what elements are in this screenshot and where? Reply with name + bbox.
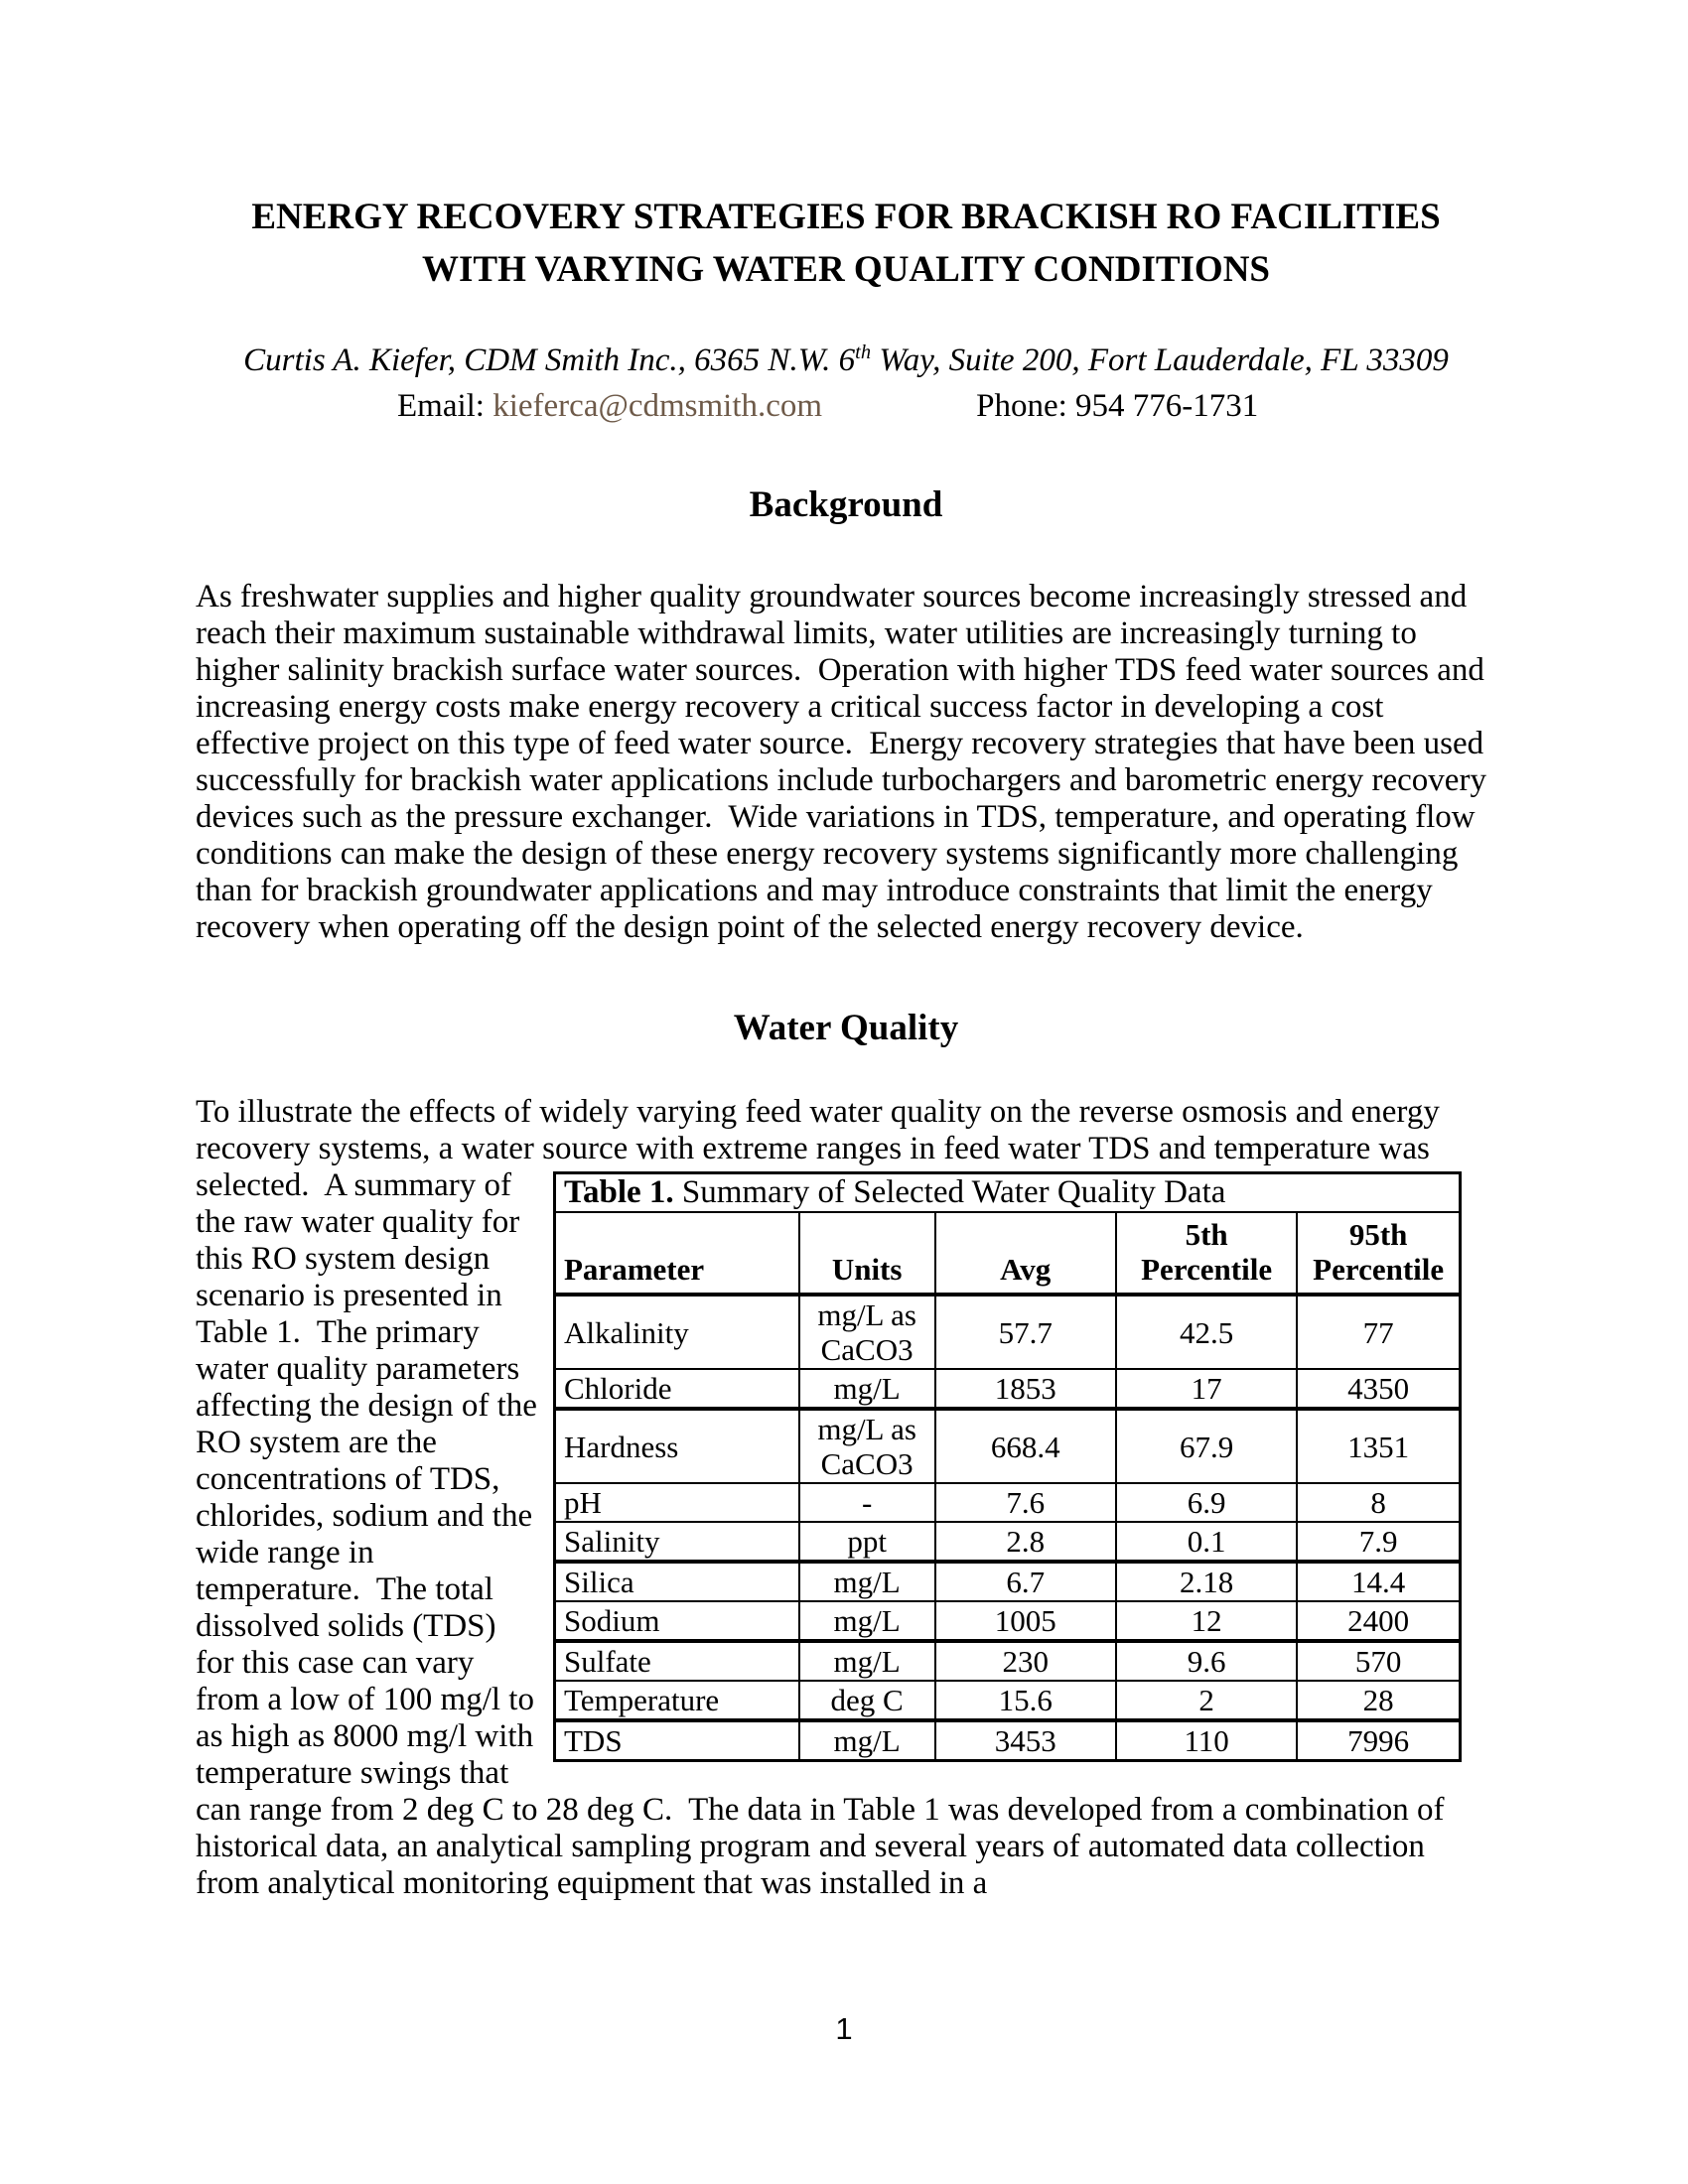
cell-p95: 77 — [1297, 1295, 1460, 1369]
cell-p95: 1351 — [1297, 1409, 1460, 1483]
table-row — [555, 1601, 1461, 1641]
cell-avg: 7.6 — [935, 1483, 1116, 1522]
water-quality-paragraph — [196, 1094, 1496, 1902]
author-text: Curtis A. Kiefer, CDM Smith Inc., 6365 N.W. 6 — [243, 342, 856, 378]
cell-p5: 42.5 — [1116, 1295, 1297, 1369]
column-header-parameter: Parameter — [555, 1212, 799, 1295]
cell-units: mg/L — [799, 1641, 935, 1681]
table-row — [555, 1483, 1461, 1522]
cell-p95: 28 — [1297, 1681, 1460, 1720]
cell-p5: 9.6 — [1116, 1641, 1297, 1681]
cell-units: ppt — [799, 1522, 935, 1562]
cell-units: mg/L — [799, 1562, 935, 1601]
cell-parameter: Salinity — [555, 1522, 799, 1562]
water-quality-table-body — [555, 1295, 1461, 1761]
email-group — [397, 388, 822, 424]
cell-p95: 8 — [1297, 1483, 1460, 1522]
table-caption — [555, 1173, 1461, 1213]
cell-p95: 570 — [1297, 1641, 1460, 1681]
cell-p95: 7996 — [1297, 1720, 1460, 1761]
heading-water-quality: Water Quality — [733, 1008, 959, 1048]
cell-p95: 2400 — [1297, 1601, 1460, 1641]
cell-parameter: Sulfate — [555, 1641, 799, 1681]
water-quality-text-after-table: selected. A summary of the raw water quality for this RO system design scenario is presented in Table 1. The primary water quality parameters affecting the design of the RO system are the concentrations of TDS, chlorides, sodium and the wide range in temperature. The total dissolved solids (TDS) for this case can vary from a low of 100 mg/l to as high as 8000 mg/l with temperature swings that can range from 2 deg C to 28 deg C. The data in Table 1 was developed from a combination of historical data, an analytical sampling program and several years of automated data collection from analytical monitoring equipment that was installed in a — [196, 1167, 1453, 1901]
phone-text: Phone: 954 776-1731 — [976, 388, 1259, 424]
column-header-avg: Avg — [935, 1212, 1116, 1295]
background-paragraph-text: As freshwater supplies and higher quality groundwater sources become increasingly stressed and reach their maximum sustainable withdrawal limits, water utilities are increasingly turning to higher salinity brackish surface water sources. Operation with higher TDS feed water sources and increasing energy costs make energy recovery a critical success factor in developing a cost effective project on this type of feed water source. Energy recovery strategies that have been used successfully for brackish water applications include turbochargers and barometric energy recovery devices such as the pressure exchanger. Wide variations in TDS, temperature, and operating flow conditions can make the design of these energy recovery systems significantly more challenging than for brackish groundwater applications and may introduce constraints that limit the energy recovery when operating off the design point of the selected energy recovery device. — [196, 579, 1495, 945]
column-header-5th-percentile: 5th Percentile — [1116, 1212, 1297, 1295]
table-row — [555, 1562, 1461, 1601]
table-caption-label: Table 1. — [564, 1174, 674, 1210]
cell-p5: 2.18 — [1116, 1562, 1297, 1601]
cell-parameter: pH — [555, 1483, 799, 1522]
cell-parameter: Silica — [555, 1562, 799, 1601]
cell-avg: 668.4 — [935, 1409, 1116, 1483]
author-text-cont: Way, Suite 200, Fort Lauderdale, FL 33309 — [871, 342, 1449, 378]
page-number: 1 — [835, 2011, 853, 2046]
cell-avg: 230 — [935, 1641, 1116, 1681]
title-line-2: WITH VARYING WATER QUALITY CONDITIONS — [422, 249, 1270, 290]
column-header-units: Units — [799, 1212, 935, 1295]
title-line-1: ENERGY RECOVERY STRATEGIES FOR BRACKISH RO FACILITIES — [251, 197, 1441, 237]
author-superscript: th — [855, 341, 872, 363]
cell-avg: 1853 — [935, 1369, 1116, 1409]
cell-parameter: TDS — [555, 1720, 799, 1761]
cell-avg: 15.6 — [935, 1681, 1116, 1720]
table-row — [555, 1369, 1461, 1409]
email-label: Email: — [397, 388, 493, 424]
cell-p5: 110 — [1116, 1720, 1297, 1761]
table-row — [555, 1409, 1461, 1483]
email-link[interactable]: kieferca@cdmsmith.com — [492, 388, 823, 424]
cell-p5: 67.9 — [1116, 1409, 1297, 1483]
page-content — [196, 0, 1496, 1902]
table-caption-text: Summary of Selected Water Quality Data — [673, 1174, 1226, 1210]
cell-p5: 17 — [1116, 1369, 1297, 1409]
cell-avg: 57.7 — [935, 1295, 1116, 1369]
table-row — [555, 1522, 1461, 1562]
cell-avg: 3453 — [935, 1720, 1116, 1761]
table-row — [555, 1641, 1461, 1681]
cell-p5: 12 — [1116, 1601, 1297, 1641]
cell-avg: 6.7 — [935, 1562, 1116, 1601]
water-quality-table — [553, 1171, 1462, 1762]
water-quality-text-before-table: To illustrate the effects of widely varying feed water quality on the reverse osmosis and energy recovery systems, a water source with extreme ranges in feed water TDS and temperature was — [196, 1094, 1449, 1166]
cell-p95: 4350 — [1297, 1369, 1460, 1409]
cell-p95: 14.4 — [1297, 1562, 1460, 1601]
cell-avg: 2.8 — [935, 1522, 1116, 1562]
author-line — [196, 341, 1496, 379]
cell-avg: 1005 — [935, 1601, 1116, 1641]
cell-units: - — [799, 1483, 935, 1522]
cell-p5: 6.9 — [1116, 1483, 1297, 1522]
cell-p5: 2 — [1116, 1681, 1297, 1720]
cell-units: mg/L — [799, 1369, 935, 1409]
cell-units: deg C — [799, 1681, 935, 1720]
paper-title — [196, 0, 1496, 296]
table-caption-row — [555, 1173, 1461, 1213]
cell-units: mg/L — [799, 1720, 935, 1761]
cell-parameter: Alkalinity — [555, 1295, 799, 1369]
table-row — [555, 1681, 1461, 1720]
cell-parameter: Temperature — [555, 1681, 799, 1720]
background-paragraph — [196, 579, 1496, 946]
cell-parameter: Chloride — [555, 1369, 799, 1409]
cell-parameter: Sodium — [555, 1601, 799, 1641]
contact-line — [196, 387, 1496, 425]
table-row — [555, 1720, 1461, 1761]
cell-p5: 0.1 — [1116, 1522, 1297, 1562]
heading-background: Background — [749, 484, 943, 525]
cell-parameter: Hardness — [555, 1409, 799, 1483]
cell-units: mg/L — [799, 1601, 935, 1641]
table-row — [555, 1295, 1461, 1369]
column-header-95th-percentile: 95th Percentile — [1297, 1212, 1460, 1295]
cell-p95: 7.9 — [1297, 1522, 1460, 1562]
water-quality-table-container — [553, 1171, 1462, 1762]
cell-units: mg/L as CaCO3 — [799, 1295, 935, 1369]
table-header-row — [555, 1212, 1461, 1295]
cell-units: mg/L as CaCO3 — [799, 1409, 935, 1483]
